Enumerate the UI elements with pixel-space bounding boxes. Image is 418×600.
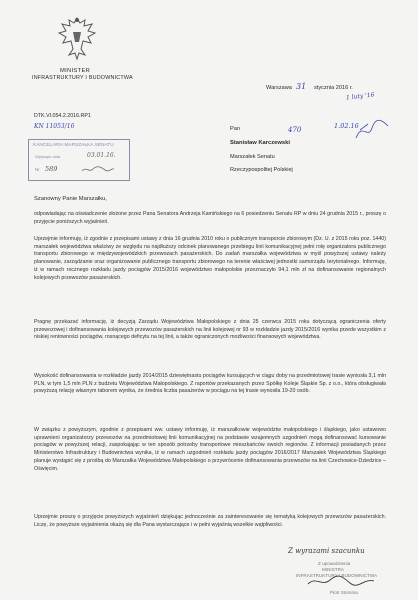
paragraph-4: Wysokość dofinansowania w rozkładzie jazdy 2014/2015 dziewiętnastu pociągów kursujących w ciągu doby na przedmiotowej trasie wyniosła 3,1 mln PLN, w tym 1,5 mln PLN z budżetu Województwa Małopolskiego. Z raportów przekazanych przez Spółkę Koleje Śląskie Sp. z o.o., która obsługiwała powyższą relację własnym taborem wynika, że średnia liczba pasażerów w pociągu na tej trasie wynosiła 19-20 osób. — [34, 373, 386, 395]
stamp-signature-icon — [81, 164, 115, 174]
recipient-institution: Rzeczypospolitej Polskiej — [230, 167, 293, 173]
stamp-number: 589 — [45, 165, 58, 173]
paragraph-6: Uprzejmie proszę o przyjęcie powyższych wyjaśnień dziękując jednocześnie za zainteresowanie się tematyką kolejowych przewozów pasażerskich. Liczę, że powyższe wyjaśnienia okażą się dla Pana wystarczające i w pełni wyjaśnią wszelkie wątpliwości. — [34, 514, 386, 528]
letterhead-minister: MINISTER — [60, 68, 91, 74]
greeting: Szanowny Panie Marszałku, — [34, 196, 107, 202]
date-prefix: Warszawa — [266, 85, 292, 91]
paragraph-2: Uprzejmie informuję, iż zgodnie z przepisami ustawy z dnia 16 grudnia 2010 roku o publicznym transporcie zbiorowym (Dz. U. z 2015 roku poz. 1440) marszałek województwa właściwy ze względu na najdłuższy odcinek planowanego przebiegu linii komunikacyjnej pełni rolę organizatora publicznego transportu zbiorowego w międzywojewódzkich przewozach pasażerskich. Do zadań marszałka województwa w myśl powyższej ustawy należy planowanie, zarządzanie oraz organizowanie publicznego transportu zbiorowego na terenie właściwej jednostki samorządu terytorialnego. Informuję, iż w ramach rocznego rozkładu jazdy pociągów 2015/2016 województwo małopolskie przeznaczyło 94,1 mln zł na dofinansowanie regionalnych kolejowych przewozów pasażerskich. — [34, 236, 386, 281]
stamp-number-label: Nr — [35, 167, 40, 172]
signature-name: Piotr Stomma — [330, 590, 358, 595]
eagle-emblem-icon — [57, 14, 97, 62]
recipient-salutation: Pan — [230, 126, 240, 132]
paragraph-5: W związku z powyższym, zgodnie z przepisami ww. ustawy informuję, iż marszałkowie województw małopolskiego i śląskiego, jako ustawowo uprawnieni organizatorzy przewozów na przedmiotowej linii komunikacyjnej na podstawie wzajemnych uzgodnień mogą dofinansować kursowanie pociągów w powyższej relacji, zaspokajając w ten sposób potrzeby transportowe mieszkańców swoich regionów. Z informacji posiadanych przez Ministerstwo Infrastruktury i Budownictwa wynika, iż w ramach uzgodnień rozkładu jazdy pociągów 2016/2017 Marszałek Województwa Śląskiego planuje wystąpić się z prośbą do Marszałka Województwa Małopolskiego o przywrócenie dofinansowania przewozów na linii Czechowice-Dziedzice – Oświęcim. — [34, 427, 386, 472]
paragraph-1: odpowiadając na oświadczenie złożone przez Pana Senatora Andrzeja Kamińskiego na 6 posiedzeniu Senatu RP w dniu 24 grudnia 2015 r., proszę o przyjęcie poniższych wyjaśnień. — [34, 211, 386, 225]
stamp-received-label: Wpłynęło dnia — [35, 154, 61, 159]
pen-scribble-icon — [354, 118, 390, 142]
paragraph-3: Pragnę przekazać informację, iż decyzją Zarządu Województwa Małopolskiego z dnia 25 czerwca 2015 roku dotyczącą ograniczenia oferty przewozowej i dofinansowania kolejowych przewozów pasażerskich na linii kolejowej nr 93 w rozkładzie jazdy 2015/2016 wynika przede wszystkim z niskiej rentowności pociągów, rosnącego deficytu na tej linii, a także ograniczonych możliwości finansowych województwa. — [34, 319, 386, 341]
signature-scribble-icon — [306, 574, 376, 588]
signature-handwritten: Z wyrazami szacunku — [288, 547, 365, 555]
date-month-year: stycznia 2016 r. — [314, 85, 353, 91]
signature-ministry: INFRASTRUKTURY I BUDOWNICTWA — [296, 573, 378, 578]
recipient-name: Stanisław Karczewski — [230, 140, 290, 146]
stamp-received-date: 03.01.16. — [87, 152, 116, 159]
letterhead-ministry-name: INFRASTRUKTURY I BUDOWNICTWA — [32, 75, 133, 81]
margin-note-1: 1 luty '16 — [345, 91, 375, 102]
margin-note-3: 470 — [288, 126, 302, 134]
received-stamp — [28, 139, 130, 181]
margin-note-2: 1.02.16 — [334, 122, 359, 130]
case-number: DTK.VI.054.2.2016.RP1 — [34, 113, 91, 119]
handwritten-reference: KN 11053/16 — [34, 123, 75, 130]
signature-minister: MINISTRA — [322, 567, 344, 572]
stamp-title: KANCELARIA MARSZAŁKA SENATU — [33, 143, 114, 148]
signature-authorization: Z upoważnienia — [318, 561, 351, 566]
recipient-role: Marszałek Senatu — [230, 154, 275, 160]
date-day: 31 — [296, 82, 307, 91]
